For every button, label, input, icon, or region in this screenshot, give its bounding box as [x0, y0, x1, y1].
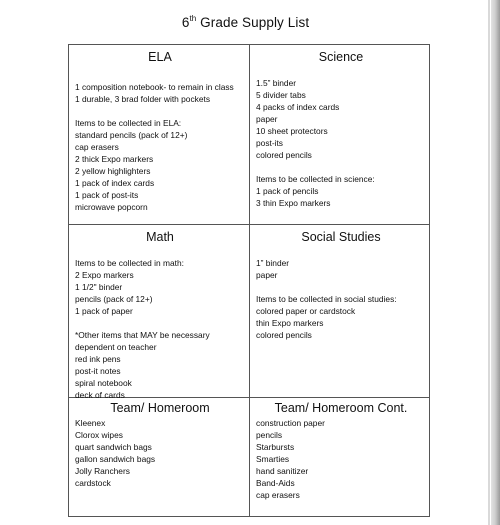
ela-collected-heading: Items to be collected in ELA: — [75, 118, 182, 128]
list-item: colored paper or cardstock — [256, 306, 356, 316]
homeroom-heading: Team/ Homeroom — [110, 401, 210, 415]
math-list — [75, 257, 245, 401]
list-item: Kleenex — [75, 418, 106, 428]
list-item: post-it notes — [75, 366, 121, 376]
homeroom-cont-list — [256, 417, 426, 501]
list-item: 1 composition notebook- to remain in class — [75, 82, 234, 92]
list-item: red ink pens — [75, 354, 121, 364]
list-item: 1 pack of paper — [75, 306, 133, 316]
list-item: paper — [256, 270, 278, 280]
list-item: 5 divider tabs — [256, 90, 306, 100]
list-item: 1 pack of pencils — [256, 186, 319, 196]
page-edge-shadow — [491, 0, 500, 525]
math-optional-heading: *Other items that MAY be necessary — [75, 330, 210, 340]
list-item: 2 Expo markers — [75, 270, 134, 280]
ela-cell — [69, 45, 249, 224]
list-item: 1 pack of index cards — [75, 178, 155, 188]
homeroom-cont-heading: Team/ Homeroom Cont. — [274, 401, 408, 415]
math-optional-heading: dependent on teacher — [75, 342, 157, 352]
list-item: gallon sandwich bags — [75, 454, 156, 464]
list-item: 1.5” binder — [256, 78, 297, 88]
list-item: 10 sheet protectors — [256, 126, 328, 136]
supply-table — [68, 44, 430, 517]
science-cell — [250, 45, 430, 224]
science-list — [256, 77, 426, 209]
list-item: Jolly Ranchers — [75, 466, 130, 476]
list-item: cap erasers — [75, 142, 119, 152]
title-superscript: th — [189, 14, 197, 23]
list-item: Clorox wipes — [75, 430, 123, 440]
list-item: pencils — [256, 430, 283, 440]
list-item: Starbursts — [256, 442, 295, 452]
list-item: 2 yellow highlighters — [75, 166, 151, 176]
social-studies-collected-heading: Items to be collected in social studies: — [256, 294, 397, 304]
list-item: colored pencils — [256, 150, 312, 160]
math-collected-heading: Items to be collected in math: — [75, 258, 184, 268]
list-item: 1 1/2" binder — [75, 282, 123, 292]
list-item: standard pencils (pack of 12+) — [75, 130, 188, 140]
list-item: spiral notebook — [75, 378, 132, 388]
math-heading: Math — [146, 230, 174, 244]
page-edge-line — [488, 0, 490, 525]
list-item: cap erasers — [256, 490, 300, 500]
science-heading: Science — [318, 50, 364, 64]
social-studies-list — [256, 257, 426, 341]
social-studies-heading: Social Studies — [301, 230, 381, 244]
list-item: pencils (pack of 12+) — [75, 294, 153, 304]
title-grade-number: 6 — [181, 15, 190, 30]
title-text: Grade Supply List — [196, 15, 310, 30]
science-collected-heading: Items to be collected in science: — [256, 174, 375, 184]
list-item: 1 pack of post-its — [75, 190, 139, 200]
list-item: 1 durable, 3 brad folder with pockets — [75, 94, 211, 104]
list-item: Smarties — [256, 454, 290, 464]
list-item: 3 thin Expo markers — [256, 198, 331, 208]
homeroom-cont-cell — [250, 398, 430, 517]
list-item: deck of cards — [75, 390, 125, 400]
list-item: 4 packs of index cards — [256, 102, 340, 112]
social-studies-cell — [250, 225, 430, 397]
list-item: cardstock — [75, 478, 111, 488]
homeroom-list — [75, 417, 245, 489]
list-item: thin Expo markers — [256, 318, 324, 328]
list-item: 2 thick Expo markers — [75, 154, 154, 164]
list-item: colored pencils — [256, 330, 312, 340]
list-item: microwave popcorn — [75, 202, 148, 212]
list-item: hand sanitizer — [256, 466, 309, 476]
homeroom-cell — [69, 398, 249, 517]
list-item: paper — [256, 114, 278, 124]
list-item: construction paper — [256, 418, 325, 428]
ela-list — [75, 81, 245, 213]
list-item: Band-Aids — [256, 478, 295, 488]
list-item: quart sandwich bags — [75, 442, 152, 452]
page-title — [0, 14, 491, 30]
ela-heading: ELA — [148, 50, 172, 64]
list-item: post-its — [256, 138, 283, 148]
math-cell — [69, 225, 249, 400]
list-item: 1” binder — [256, 258, 290, 268]
